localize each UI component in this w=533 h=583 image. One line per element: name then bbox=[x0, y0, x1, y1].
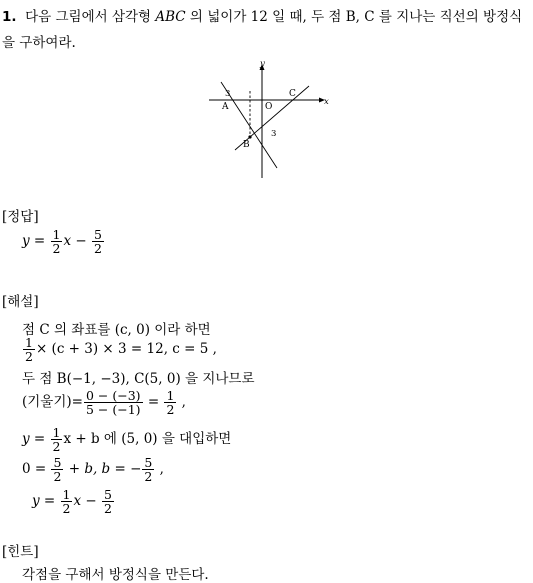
exp-l7-mid: x − bbox=[73, 493, 101, 509]
answer-fraction-2 bbox=[92, 228, 104, 255]
exp-l5-fraction-den: 2 bbox=[52, 439, 61, 454]
point-b-label: B bbox=[243, 140, 250, 150]
exp-l5-fraction-num: 1 bbox=[52, 425, 61, 440]
question-number: 1. bbox=[2, 9, 17, 25]
point-b-dot bbox=[248, 135, 251, 138]
explanation-heading: [해설] bbox=[2, 294, 39, 310]
question-text bbox=[2, 4, 530, 56]
exp-l7-fraction-1 bbox=[61, 488, 73, 515]
x-axis-label: x bbox=[324, 97, 329, 107]
point-c-label: C bbox=[289, 89, 296, 99]
explanation-line-7 bbox=[32, 488, 115, 515]
exp-l4-pre: (기울기)= bbox=[22, 394, 83, 410]
exp-l2-fraction-num: 1 bbox=[25, 335, 33, 350]
explanation-line-3: 두 점 B(−1, −3), C(5, 0) 을 지나므로 bbox=[22, 371, 255, 387]
hint-heading: [힌트] bbox=[2, 544, 39, 560]
question-triangle-name: ABC bbox=[155, 9, 186, 25]
exp-l2-rest: × (c + 3) × 3 = 12, c = 5 , bbox=[35, 341, 217, 357]
exp-l4-post: , bbox=[177, 394, 186, 410]
exp-l4-fraction-2 bbox=[164, 389, 176, 416]
answer-fraction-1 bbox=[51, 228, 63, 255]
exp-l4-fraction-1-den: 5 − (−1) bbox=[85, 402, 141, 417]
explanation-line-1: 점 C 의 좌표를 (c, 0) 이라 하면 bbox=[22, 322, 211, 338]
exp-l7-fraction-2 bbox=[102, 488, 114, 515]
exp-l6-fraction-2 bbox=[142, 456, 154, 483]
exp-l4-fraction-2-den: 2 bbox=[166, 402, 175, 417]
exp-l2-fraction bbox=[23, 336, 35, 363]
exp-l6-fraction-1-den: 2 bbox=[53, 469, 62, 484]
exp-l4-fraction-1 bbox=[84, 389, 143, 416]
exp-l4-fraction-2-num: 1 bbox=[166, 388, 175, 403]
answer-fraction-2-num: 5 bbox=[94, 227, 102, 242]
answer-fraction-1-num: 1 bbox=[52, 227, 61, 242]
exp-l6-fraction-1 bbox=[51, 456, 63, 483]
y-axis-label: y bbox=[260, 59, 265, 69]
label-3-right: 3 bbox=[271, 129, 277, 139]
label-3-left: 3 bbox=[225, 89, 231, 99]
exp-l4-eq: = bbox=[143, 394, 164, 410]
exp-l2-fraction-den: 2 bbox=[25, 349, 33, 364]
answer-fraction-1-den: 2 bbox=[52, 241, 61, 256]
coordinate-figure bbox=[205, 58, 330, 180]
answer-fraction-2-den: 2 bbox=[94, 241, 102, 256]
exp-l5-post: x + b 에 (5, 0) 을 대입하면 bbox=[63, 431, 232, 447]
answer-equation bbox=[22, 228, 105, 255]
answer-heading: [정답] bbox=[2, 209, 39, 225]
point-a-label: A bbox=[222, 102, 229, 112]
exp-l6-fraction-2-num: 5 bbox=[144, 455, 153, 470]
question-text-before: 다음 그림에서 삼각형 bbox=[25, 9, 156, 25]
answer-mid: x − bbox=[63, 233, 91, 249]
exp-l6-fraction-1-num: 5 bbox=[53, 455, 62, 470]
exp-l6-fraction-2-den: 2 bbox=[144, 469, 153, 484]
exp-l6-post: , bbox=[155, 461, 164, 477]
exp-l4-fraction-1-num: 0 − (−3) bbox=[85, 388, 141, 403]
exp-l5-pre: y = bbox=[22, 431, 50, 447]
explanation-line-5 bbox=[22, 426, 231, 453]
exp-l6-mid: + b, b = − bbox=[64, 461, 142, 477]
exp-l7-fraction-2-num: 5 bbox=[104, 487, 112, 502]
explanation-line-4 bbox=[22, 389, 186, 416]
question-text-after: 의 넓이가 12 일 때, 두 점 B, C 를 지나는 직선의 방정식을 구하여라. bbox=[2, 9, 523, 51]
exp-l7-pre: y = bbox=[32, 493, 60, 509]
origin-label: O bbox=[265, 102, 273, 112]
explanation-line-2 bbox=[22, 336, 217, 363]
hint-text: 각점을 구해서 방정식을 만든다. bbox=[22, 567, 209, 583]
exp-l7-fraction-1-num: 1 bbox=[62, 487, 71, 502]
explanation-line-6 bbox=[22, 456, 164, 483]
answer-lhs: y = bbox=[22, 233, 50, 249]
exp-l5-fraction bbox=[51, 426, 63, 453]
exp-l7-fraction-2-den: 2 bbox=[104, 501, 112, 516]
exp-l6-pre: 0 = bbox=[22, 461, 51, 477]
exp-l7-fraction-1-den: 2 bbox=[62, 501, 71, 516]
